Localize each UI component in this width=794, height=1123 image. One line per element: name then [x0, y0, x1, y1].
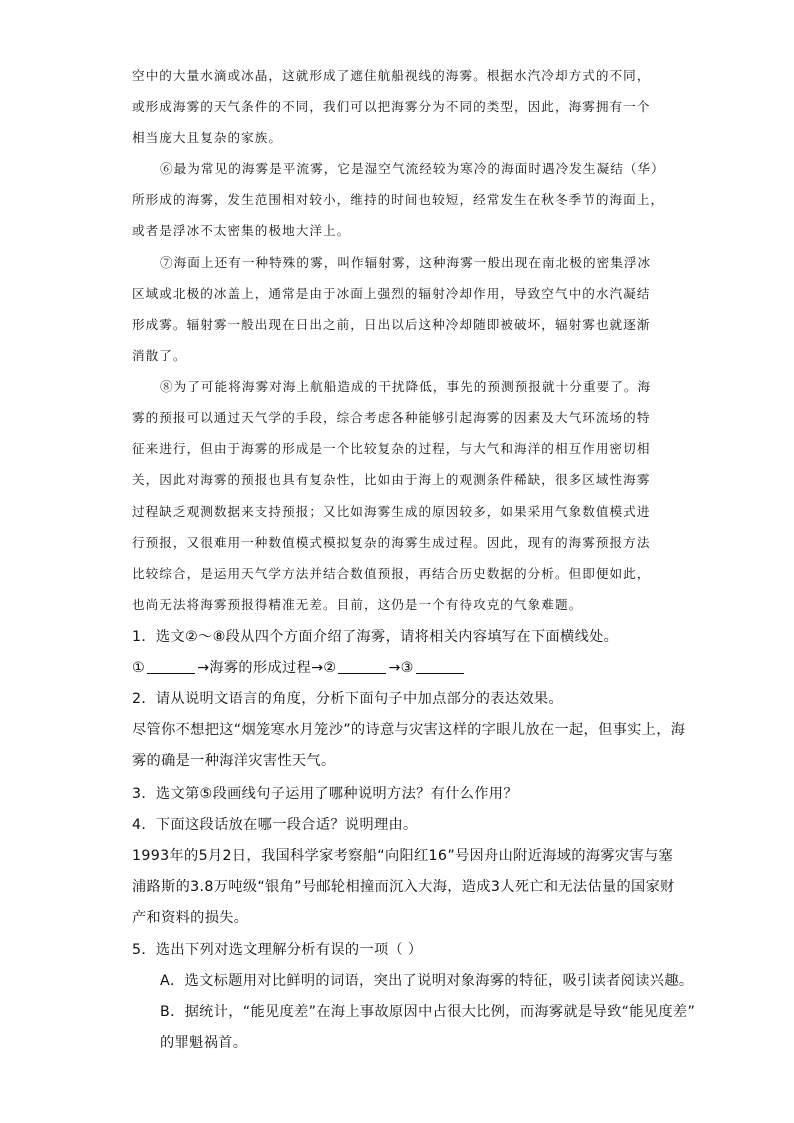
answer-blank-2[interactable] — [338, 661, 386, 674]
answer-connector-2: → — [388, 660, 401, 676]
option-b-continued: 的罪魁祸首。 — [160, 1035, 248, 1051]
option-a[interactable]: A．选文标题用对比鲜明的词语，突出了说明对象海雾的特征，吸引读者阅读兴趣。 — [160, 973, 694, 989]
question-4: 4．下面这段话放在哪一段合适？说明理由。 — [132, 817, 418, 833]
answer-marker-2: ② — [323, 660, 337, 676]
question-2: 2．请从说明文语言的角度，分析下面句子中加点部分的表达效果。 — [132, 691, 563, 707]
passage-line: 所形成的海雾，发生范围相对较小，维持的时间也较短，经常发生在秋冬季节的海面上， — [132, 192, 665, 207]
question-1-answer-row — [132, 659, 466, 677]
passage-line: 消散了。 — [132, 348, 187, 363]
answer-marker-1: ① — [132, 660, 146, 676]
passage-line: 空中的大量水滴或冰晶，这就形成了遮住航船视线的海雾。根据水汽冷却方式的不同， — [132, 68, 651, 83]
question-4-passage: 产和资料的损失。 — [132, 910, 249, 926]
question-1: 1．选文②～⑧段从四个方面介绍了海雾，请将相关内容填写在下面横线处。 — [132, 629, 619, 645]
passage-paragraph-7: ⑦海面上还有一种特殊的雾，叫作辐射雾，这种海雾一般出现在南北极的密集浮冰 — [160, 255, 652, 270]
passage-line: 区域或北极的冰盖上，通常是由于冰面上强烈的辐射冷却作用，导致空气中的水汽凝结 — [132, 286, 651, 301]
option-b[interactable]: B．据统计，“能见度差”在海上事故原因中占很大比例，而海雾就是导致“能见度差” — [160, 1004, 696, 1020]
passage-line: 雾的预报可以通过天气学的手段，综合考虑各种能够引起海雾的因素及大气环流场的特 — [132, 410, 651, 425]
passage-line: 征来进行，但由于海雾的形成是一个比较复杂的过程，与大气和海洋的相互作用密切相 — [132, 441, 651, 456]
question-2-quote: 尽管你不想把这“烟笼寒水月笼沙”的诗意与灾害这样的字眼儿放在一起，但事实上，海 — [132, 722, 686, 738]
question-5: 5．选出下列对选文理解分析有误的一项（ ） — [132, 942, 423, 958]
passage-paragraph-8: ⑧为了可能将海雾对海上航船造成的干扰降低，事先的预测预报就十分重要了。海 — [160, 379, 652, 394]
answer-blank-1[interactable] — [147, 661, 195, 674]
passage-line: 也尚无法将海雾预报得精准无差。目前，这仍是一个有待攻克的气象难题。 — [132, 597, 583, 612]
question-4-passage: 浦路斯的3.8万吨级“银角”号邮轮相撞而沉入大海，造成3人死亡和无法估量的国家财 — [132, 879, 675, 895]
answer-connector-1: →海雾的形成过程→ — [197, 660, 324, 676]
passage-line: 行预报，又很难用一种数值模式模拟复杂的海雾生成过程。因此，现有的海雾预报方法 — [132, 535, 651, 550]
question-4-passage: 1993年的5月2日，我国科学家考察船“向阳红16”号因舟山附近海域的海雾灾害与塞 — [132, 848, 674, 864]
question-3: 3．选文第⑤段画线句子运用了哪种说明方法？有什么作用？ — [132, 786, 518, 802]
passage-line: 比较综合，是运用天气学方法并结合数值预报，再结合历史数据的分析。但即便如此， — [132, 566, 651, 581]
passage-line: 关，因此对海雾的预报也具有复杂性，比如由于海上的观测条件稀缺，很多区域性海雾 — [132, 472, 651, 487]
passage-paragraph-6: ⑥最为常见的海雾是平流雾，它是湿空气流经较为寒冷的海面时遇冷发生凝结（华） — [160, 161, 665, 176]
passage-line: 形成雾。辐射雾一般出现在日出之前，日出以后这种冷却随即被破坏，辐射雾也就逐渐 — [132, 317, 651, 332]
answer-marker-3: ③ — [400, 660, 414, 676]
passage-line: 或形成海雾的天气条件的不同，我们可以把海雾分为不同的类型，因此，海雾拥有一个 — [132, 99, 651, 114]
answer-blank-3[interactable] — [416, 661, 464, 674]
question-2-quote: 雾的确是一种海洋灾害性天气。 — [132, 753, 336, 769]
passage-line: 相当庞大且复杂的家族。 — [132, 130, 283, 145]
passage-line: 过程缺乏观测数据来支持预报；又比如海雾生成的原因较多，如果采用气象数值模式进 — [132, 504, 651, 519]
passage-line: 或者是浮冰不太密集的极地大洋上。 — [132, 223, 351, 238]
